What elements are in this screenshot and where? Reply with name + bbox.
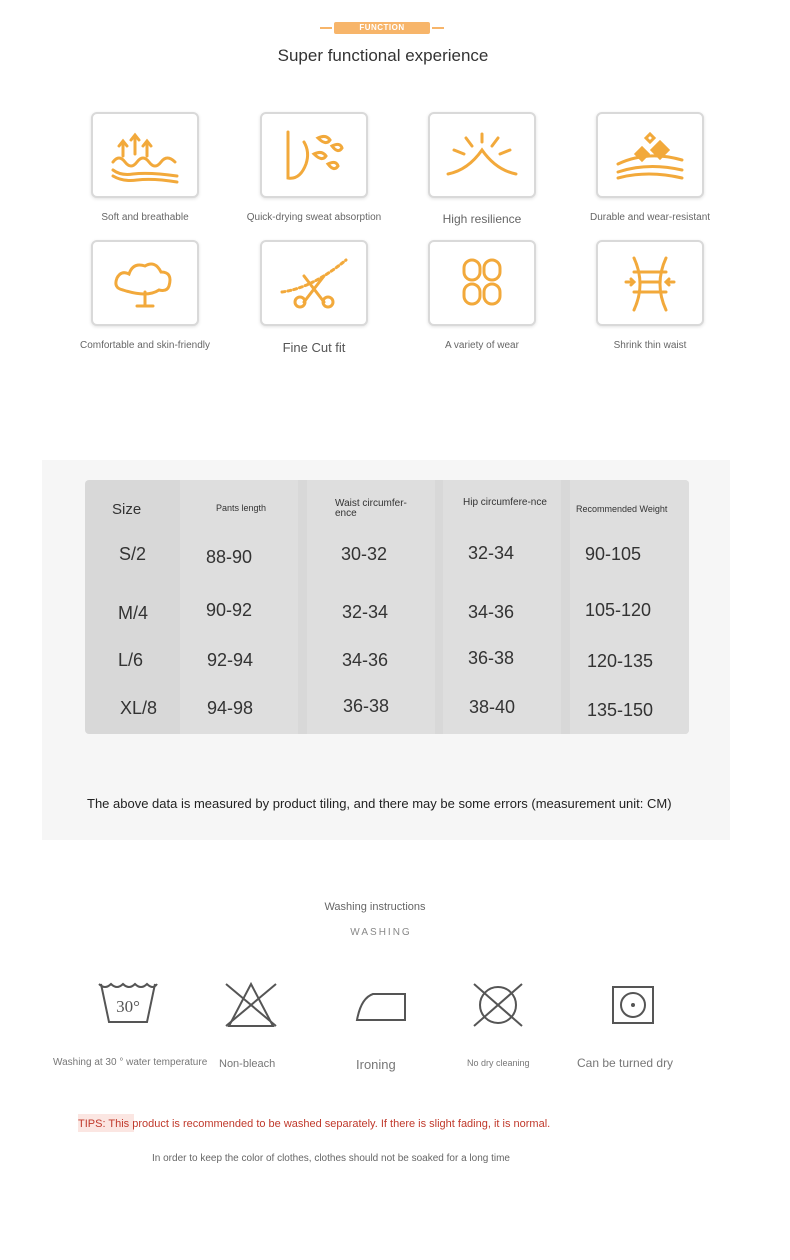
cell-waist: 32-34 bbox=[342, 602, 389, 622]
header-hip: Hip circumfere-nce bbox=[463, 497, 547, 508]
cell-hip: 34-36 bbox=[468, 602, 515, 622]
wash-label: No dry cleaning bbox=[467, 1058, 530, 1068]
size-table bbox=[85, 480, 689, 734]
wash-30-icon bbox=[97, 980, 159, 1024]
feature-high-resilience bbox=[397, 112, 567, 226]
wash-label: Can be turned dry bbox=[577, 1056, 674, 1070]
header-weight: Recommended Weight bbox=[576, 504, 668, 514]
cell-size: S/2 bbox=[119, 544, 147, 564]
feature-icon-box bbox=[91, 240, 199, 326]
header-size: Size bbox=[112, 501, 142, 518]
cell-waist: 34-36 bbox=[342, 650, 389, 670]
feature-icon-box bbox=[260, 240, 368, 326]
washing-subtitle: WASHING bbox=[350, 927, 412, 938]
feature-icon-box bbox=[428, 112, 536, 198]
cell-pants: 94-98 bbox=[207, 698, 254, 718]
feature-label: High resilience bbox=[442, 212, 522, 226]
cell-weight: 105-120 bbox=[585, 600, 652, 620]
feature-label: Fine Cut fit bbox=[282, 340, 346, 355]
cell-size: M/4 bbox=[118, 603, 149, 623]
wash-label: Washing at 30 ° water temperature bbox=[53, 1057, 208, 1068]
feature-icon-box bbox=[596, 240, 704, 326]
size-panel bbox=[42, 460, 730, 840]
breathable-layers-icon bbox=[105, 124, 185, 186]
feature-quick-drying bbox=[229, 112, 399, 223]
four-petal-icon bbox=[442, 252, 522, 314]
cloud-cotton-icon bbox=[105, 252, 185, 314]
cell-pants: 88-90 bbox=[206, 547, 253, 567]
feature-icon-box bbox=[260, 112, 368, 198]
iron-item bbox=[353, 986, 407, 1024]
feature-fine-cut bbox=[229, 240, 399, 355]
cell-waist: 30-32 bbox=[341, 544, 388, 564]
wash-temp-text: 30° bbox=[116, 997, 140, 1016]
cell-hip: 32-34 bbox=[468, 543, 515, 563]
feature-label: Soft and breathable bbox=[101, 212, 189, 223]
cell-weight: 120-135 bbox=[587, 651, 654, 671]
tips-text: TIPS: This product is recommended to be washed separately. If there is slight fading, it is normal. bbox=[78, 1118, 551, 1130]
cell-weight: 135-150 bbox=[587, 700, 654, 720]
wash-label: Ironing bbox=[356, 1057, 396, 1072]
feature-label: Durable and wear-resistant bbox=[589, 212, 711, 223]
tumble-dry-icon bbox=[611, 985, 655, 1025]
cell-hip: 38-40 bbox=[469, 697, 516, 717]
feature-durable bbox=[565, 112, 735, 223]
wash-label: Non-bleach bbox=[219, 1058, 276, 1070]
function-badge: FUNCTION bbox=[334, 22, 430, 34]
header-pants-length: Pants length bbox=[216, 503, 267, 513]
care-note: In order to keep the color of clothes, clothes should not be soaked for a long time bbox=[152, 1153, 510, 1164]
no-dry-clean-item bbox=[470, 982, 526, 1028]
scissors-cut-icon bbox=[274, 252, 354, 314]
resilience-splash-icon bbox=[442, 124, 522, 186]
feature-soft-breathable bbox=[60, 112, 230, 223]
header-waist: Waist circumfer-ence bbox=[335, 498, 407, 519]
feature-label: Comfortable and skin-friendly bbox=[79, 340, 211, 351]
iron-icon bbox=[353, 986, 407, 1024]
feature-icon-box bbox=[428, 240, 536, 326]
cell-size: L/6 bbox=[118, 650, 144, 670]
wear-resistant-icon bbox=[610, 124, 690, 186]
feature-comfortable bbox=[60, 240, 230, 351]
feature-shrink-waist bbox=[565, 240, 735, 351]
no-dry-clean-icon bbox=[470, 982, 526, 1028]
wash-30-item bbox=[96, 980, 160, 1024]
cell-size: XL/8 bbox=[120, 698, 158, 718]
cell-weight: 90-105 bbox=[585, 544, 642, 564]
feature-variety-wear bbox=[397, 240, 567, 351]
cell-pants: 90-92 bbox=[206, 600, 253, 620]
cell-pants: 92-94 bbox=[207, 650, 254, 670]
feature-label: Shrink thin waist bbox=[613, 340, 687, 351]
measurement-note: The above data is measured by product tiling, and there may be some errors (measurement unit: CM) bbox=[87, 796, 672, 811]
sweat-drops-icon bbox=[274, 124, 354, 186]
feature-label: Quick-drying sweat absorption bbox=[246, 212, 382, 223]
cell-hip: 36-38 bbox=[468, 648, 515, 668]
cell-waist: 36-38 bbox=[343, 696, 390, 716]
tumble-dry-item bbox=[611, 985, 655, 1025]
no-bleach-item bbox=[222, 980, 280, 1030]
feature-icon-box bbox=[91, 112, 199, 198]
feature-label: A variety of wear bbox=[445, 340, 519, 351]
feature-icon-box bbox=[596, 112, 704, 198]
washing-title: Washing instructions bbox=[324, 901, 426, 913]
no-bleach-icon bbox=[222, 980, 280, 1030]
waist-shrink-icon bbox=[610, 252, 690, 314]
page-title: Super functional experience bbox=[277, 46, 489, 65]
